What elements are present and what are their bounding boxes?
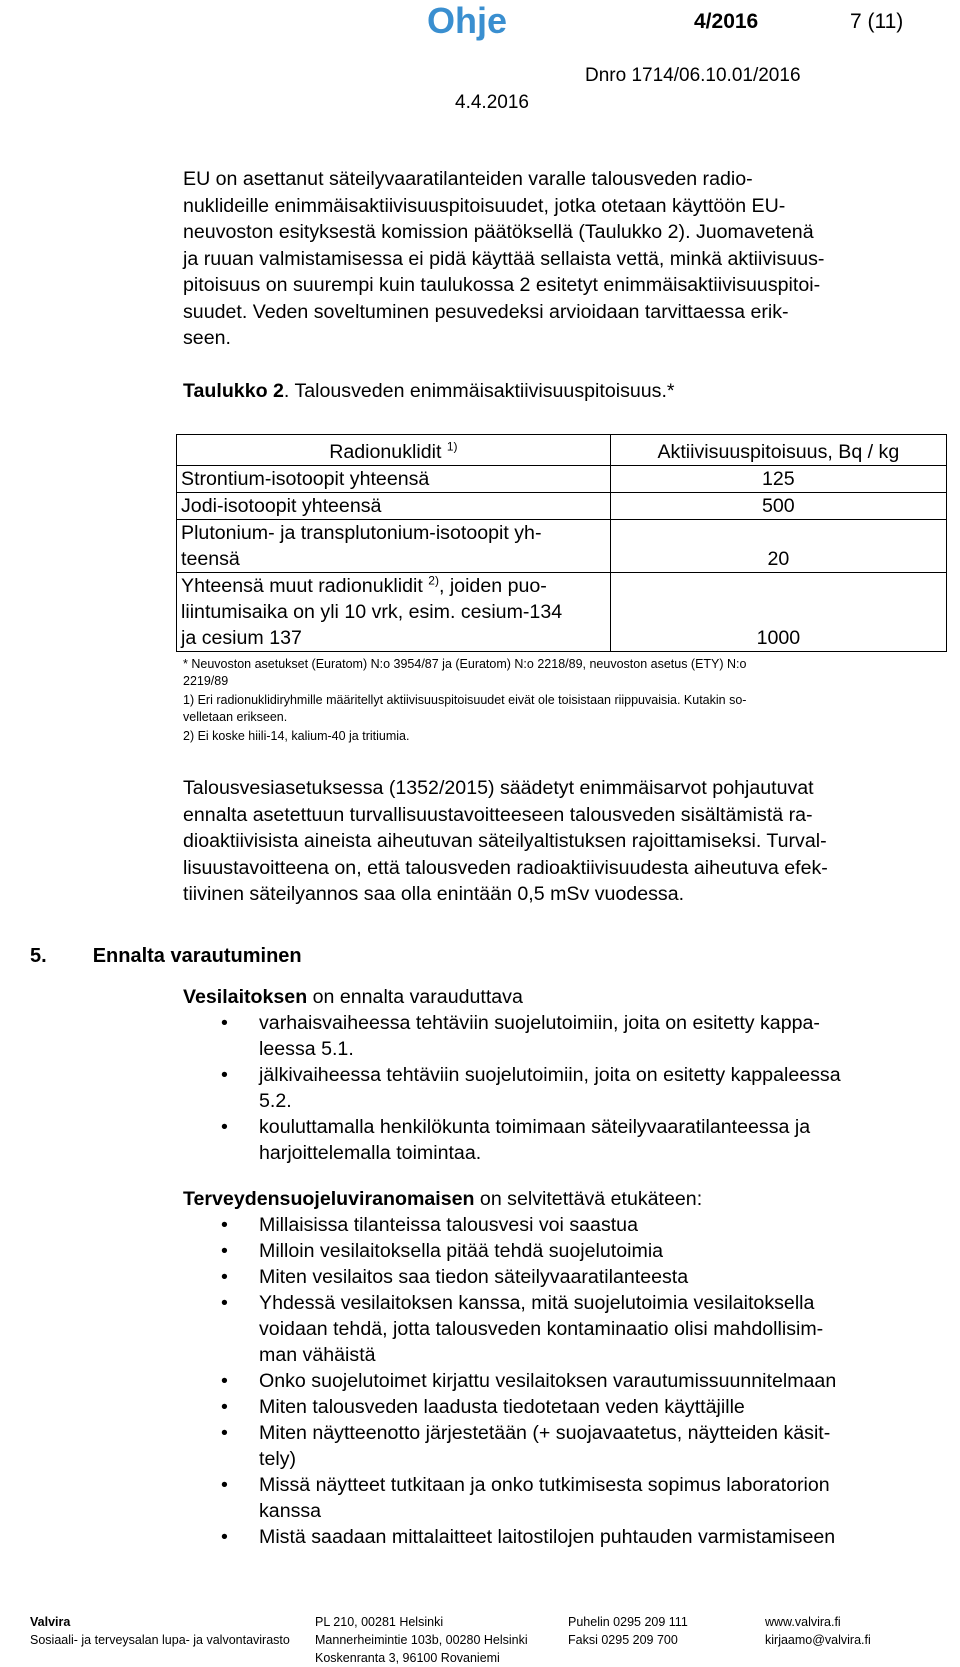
table-cell-name: Plutonium- ja transplutonium-isotoopit yh- teensä	[177, 520, 611, 573]
text-line: EU on asettanut säteilyvaaratilanteiden varalle talousveden radio-	[183, 168, 753, 190]
bullet-icon: •	[221, 1064, 228, 1086]
footer-website-link[interactable]: www.valvira.fi	[765, 1615, 841, 1629]
intro-paragraph	[183, 166, 943, 352]
text-line: neuvoston esityksestä komission päätöksellä (Taulukko 2). Juomavetenä	[183, 221, 814, 243]
table-row	[177, 493, 947, 520]
table-cell-value: 125	[610, 466, 946, 493]
footer-phone: Puhelin 0295 209 111 Faksi 0295 209 700	[568, 1615, 688, 1647]
list-lead: Vesilaitoksen on ennalta varauduttava	[183, 986, 523, 1008]
list-item: • varhaisvaiheessa tehtäviin suojelutoimiin, joita on esitetty kappa- leessa 5.1.	[221, 1012, 820, 1060]
list-lead: Terveydensuojeluviranomaisen on selvitettävä etukäteen:	[183, 1188, 703, 1210]
bullet-icon: •	[221, 1240, 228, 1262]
document-number: 4/2016	[694, 10, 759, 33]
bullet-icon: •	[221, 1422, 228, 1444]
footnote-1: 1) Eri radionuklidiryhmille määritellyt aktiivisuuspitoisuudet eivät ole toisistaan riippuvaisia. Kutakin so- velletaan erikseen.	[183, 693, 747, 724]
bullet-icon: •	[221, 1266, 228, 1288]
list-item: • Mistä saadaan mittalaitteet laitostilojen puhtauden varmistamiseen	[221, 1526, 836, 1548]
text-line: seen.	[183, 327, 231, 349]
table-cell-value: 500	[610, 493, 946, 520]
table-row	[177, 573, 947, 652]
bullet-icon: •	[221, 1292, 228, 1314]
waterworks-preparedness	[183, 984, 943, 1166]
footer-organization: Valvira Sosiaali- ja terveysalan lupa- ja valvontavirasto	[30, 1615, 290, 1647]
record-number: Dnro 1714/06.10.01/2016	[585, 65, 801, 86]
table-cell-name: Yhteensä muut radionuklidit $^{2)}$, joiden puo- liintumisaika on yli 10 vrk, esim. cesium-134 ja cesium 137	[177, 573, 611, 652]
bullet-icon: •	[221, 1474, 228, 1496]
list-item: • Millaisissa tilanteissa talousvesi voi saastua	[221, 1214, 638, 1236]
bullet-icon: •	[221, 1526, 228, 1548]
section-number: 5.	[30, 945, 47, 967]
text-line: ennalta asetettuun turvallisuustavoitteeseen talousveden sisältämistä ra-	[183, 803, 813, 826]
bullet-icon: •	[221, 1214, 228, 1236]
text-line: suudet. Veden soveltuminen pesuvedeksi arvioidaan tarvittaessa erik-	[183, 300, 789, 323]
table-cell-value: 1000	[610, 573, 946, 652]
list-item: • Miten talousveden laadusta tiedotetaan veden käyttäjille	[221, 1396, 745, 1418]
radionuclide-table	[176, 434, 947, 652]
text-line: ja ruuan valmistamisessa ei pidä käyttää sellaista vettä, minkä aktiivisuus-	[183, 247, 825, 270]
page-number: 7 (11)	[850, 10, 904, 33]
bullet-list	[183, 1010, 943, 1166]
table-header-row	[177, 435, 947, 466]
health-authority-checklist	[183, 1186, 943, 1550]
table-row	[177, 466, 947, 493]
bullet-icon: •	[221, 1396, 228, 1418]
column-header-radionuclides: Radionuklidit $^{1)}$	[177, 435, 611, 466]
text-line: pitoisuus on suurempi kuin taulukossa 2 esitetyt enimmäisaktiivisuuspitoi-	[183, 274, 821, 296]
text-line: Talousvesiasetuksessa (1352/2015) säädetyt enimmäisarvot pohjautuvat	[183, 777, 814, 799]
section-heading	[30, 945, 302, 968]
list-item: • kouluttamalla henkilökunta toimimaan säteilyvaaratilanteessa ja harjoittelemalla toimintaa.	[221, 1116, 811, 1164]
list-item: • Onko suojelutoimet kirjattu vesilaitoksen varautumissuunnitelmaan	[221, 1370, 837, 1392]
list-item: • Yhdessä vesilaitoksen kanssa, mitä suojelutoimia vesilaitoksella voidaan tehdä, jotta talousveden kontaminaatio olisi mahdollisim- man vähäistä	[221, 1292, 824, 1366]
bullet-list	[183, 1212, 943, 1550]
bullet-icon: •	[221, 1116, 228, 1138]
list-item: • Milloin vesilaitoksella pitää tehdä suojelutoimia	[221, 1240, 664, 1262]
footer-address: PL 210, 00281 Helsinki Mannerheimintie 103b, 00280 Helsinki Koskenranta 3, 96100 Rovaniemi	[315, 1615, 528, 1665]
list-item: • Miten näytteenotto järjestetään (+ suojavaatetus, näytteiden käsit- tely)	[221, 1422, 831, 1470]
list-item: • jälkivaiheessa tehtäviin suojelutoimiin, joita on esitetty kappaleessa 5.2.	[221, 1064, 841, 1112]
table-cell-value: 20	[610, 520, 946, 573]
table-caption	[183, 380, 675, 403]
text-line: nuklideille enimmäisaktiivisuuspitoisuudet, jotka otetaan käyttöön EU-	[183, 194, 786, 217]
section-title: Ennalta varautuminen	[92, 945, 302, 967]
text-line: dioaktiivisista aineista aiheutuvan säteilyaltistuksen rajoittamiseksi. Turval-	[183, 830, 827, 852]
footnote-star: * Neuvoston asetukset (Euratom) N:o 3954/87 ja (Euratom) N:o 2218/89, neuvoston asetus (ETY) N:o 2219/89	[183, 657, 747, 688]
table-caption-text: . Talousveden enimmäisaktiivisuuspitoisuus.*	[283, 380, 675, 402]
text-line: lisuustavoitteena on, että talousveden radioaktiivisuudesta aiheutuva efek-	[183, 856, 828, 879]
footnote-2: 2) Ei koske hiili-14, kalium-40 ja tritiumia.	[183, 729, 410, 743]
list-item: • Missä näytteet tutkitaan ja onko tutkimisesta sopimus laboratorion kanssa	[221, 1474, 830, 1522]
table-footnotes	[183, 656, 943, 747]
document-date: 4.4.2016	[455, 92, 529, 113]
bullet-icon: •	[221, 1370, 228, 1392]
list-item: • Miten vesilaitos saa tiedon säteilyvaaratilanteesta	[221, 1266, 689, 1288]
table-row	[177, 520, 947, 573]
table-cell-name: Jodi-isotoopit yhteensä	[177, 493, 611, 520]
bullet-icon: •	[221, 1012, 228, 1034]
table-cell-name: Strontium-isotoopit yhteensä	[177, 466, 611, 493]
regulation-paragraph	[183, 775, 938, 908]
text-line: tiivinen säteilyannos saa olla enintään 0,5 mSv vuodessa.	[183, 883, 685, 905]
document-type-title: Ohje	[427, 0, 508, 41]
footer-email-link[interactable]: kirjaamo@valvira.fi	[765, 1633, 871, 1647]
column-header-activity: Aktiivisuuspitoisuus, Bq / kg	[610, 435, 946, 466]
footer-contact	[765, 1613, 871, 1649]
table-caption-label: Taulukko 2	[183, 380, 284, 402]
